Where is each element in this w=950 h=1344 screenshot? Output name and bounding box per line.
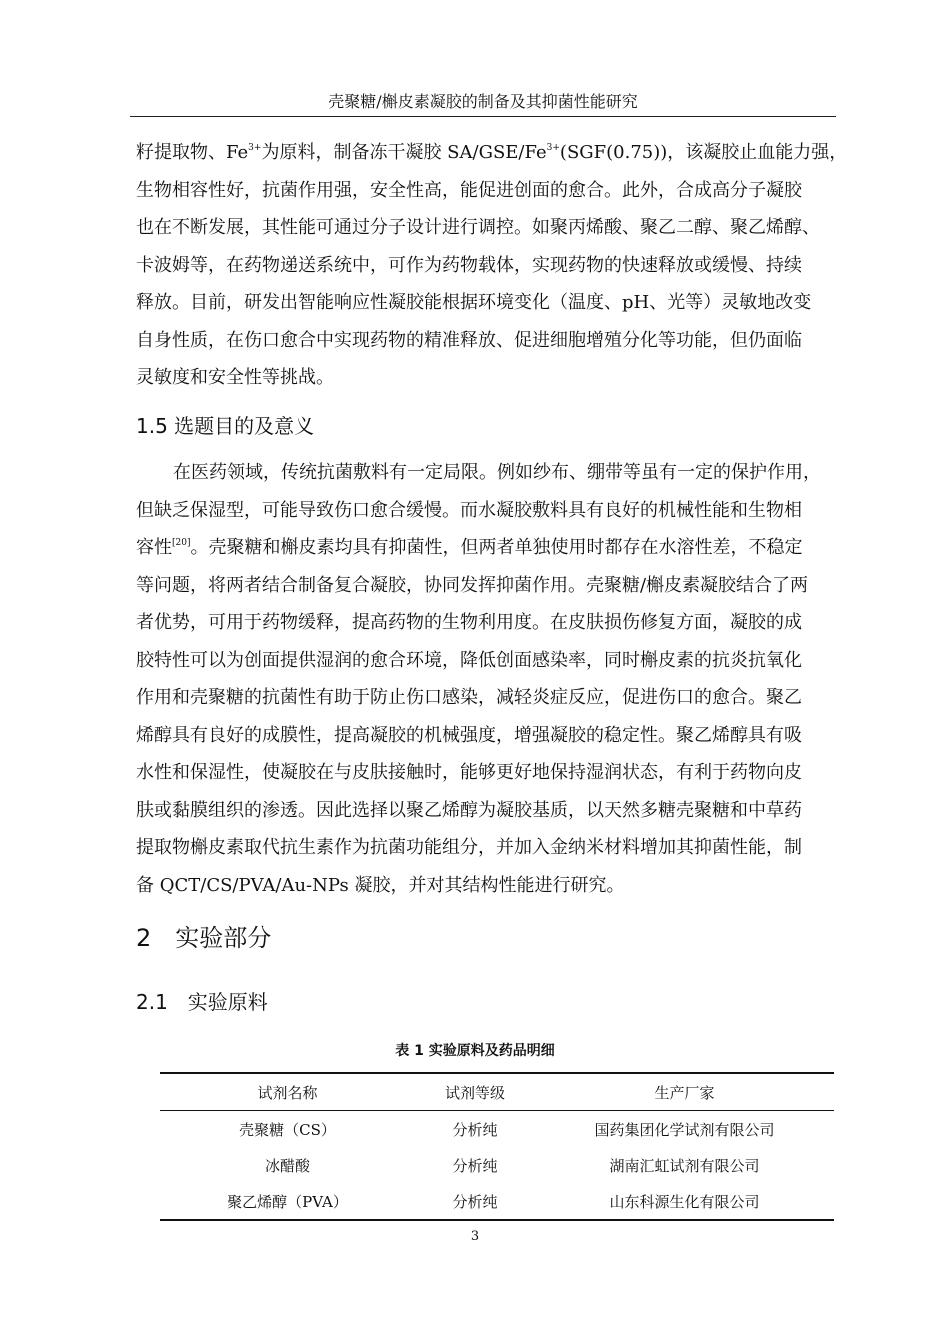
table-row [160, 1183, 834, 1220]
text-run: 容性 [136, 537, 172, 558]
text-line: 肤或黏膜组织的渗透。因此选择以聚乙烯醇为凝胶基质，以天然多糖壳聚糖和中草药 [136, 799, 802, 821]
table-row [160, 1111, 834, 1148]
text-line [136, 134, 847, 172]
text-line [136, 529, 821, 567]
table-cell: 分析纯 [452, 1156, 498, 1175]
table-cell: 冰醋酸 [264, 1156, 310, 1175]
reagents-table [160, 1072, 834, 1221]
column-header-manufacturer: 生产厂家 [654, 1083, 715, 1102]
section-heading-2: 2 实验部分 [136, 924, 272, 952]
table-cell: 分析纯 [452, 1120, 498, 1139]
table-cell: 分析纯 [452, 1192, 498, 1211]
text-line: 也在不断发展，其性能可通过分子设计进行调控。如聚丙烯酸、聚乙二醇、聚乙烯醇、 [136, 217, 820, 238]
table-header-row [160, 1073, 834, 1111]
text-line: 在医药领域，传统抗菌敷料有一定局限。例如纱布、绷带等虽有一定的保护作用， [173, 462, 821, 483]
page-number: 3 [470, 1229, 480, 1244]
text-run: 。壳聚糖和槲皮素均具有抑菌性，但两者单独使用时都存在水溶性差，不稳定 [190, 537, 803, 558]
section-heading-2-1: 2.1 实验原料 [136, 990, 268, 1014]
superscript: 3+ [248, 143, 262, 153]
text-line: 水性和保湿性，使凝胶在与皮肤接触时，能够更好地保持湿润状态，有利于药物向皮 [136, 762, 802, 783]
intro-paragraph [136, 134, 847, 397]
purpose-paragraph [136, 454, 821, 904]
text-line: 释放。目前，研发出智能响应性凝胶能根据环境变化（温度、pH、光等）灵敏地改变 [136, 292, 812, 313]
text-run: (SGF(0.75))，该凝胶止血能力强， [559, 142, 848, 163]
table-cell: 聚乙烯醇（PVA） [227, 1192, 348, 1211]
text-line: 灵敏度和安全性等挑战。 [136, 367, 334, 388]
table-cell: 山东科源生化有限公司 [609, 1192, 760, 1211]
text-run: 籽提取物、Fe [136, 142, 249, 163]
text-line: 者优势，可用于药物缓释，提高药物的生物利用度。在皮肤损伤修复方面，凝胶的成 [136, 612, 802, 633]
text-line: 烯醇具有良好的成膜性，提高凝胶的机械强度，增强凝胶的稳定性。聚乙烯醇具有吸 [136, 724, 802, 746]
column-header-grade: 试剂等级 [444, 1083, 505, 1102]
text-line: 但缺乏保湿型，可能导致伤口愈合缓慢。而水凝胶敷料具有良好的机械性能和生物相 [136, 499, 802, 521]
column-header-reagent-name: 试剂名称 [257, 1083, 318, 1102]
text-line: 卡波姆等，在药物递送系统中，可作为药物载体，实现药物的快速释放或缓慢、持续 [136, 254, 802, 276]
text-line: 生物相容性好，抗菌作用强，安全性高，能促进创面的愈合。此外，合成高分子凝胶 [136, 179, 802, 201]
table-cell: 湖南汇虹试剂有限公司 [609, 1156, 760, 1175]
superscript: 3+ [546, 143, 560, 153]
text-line: 自身性质，在伤口愈合中实现药物的精准释放、促进细胞增殖分化等功能，但仍面临 [136, 329, 802, 351]
text-line: 胶特性可以为创面提供湿润的愈合环境，降低创面感染率，同时槲皮素的抗炎抗氧化 [136, 649, 802, 671]
text-run: 为原料，制备冻干凝胶 SA/GSE/Fe [261, 142, 547, 163]
section-heading-1-5: 1.5 选题目的及意义 [136, 414, 315, 438]
text-line: 等问题，将两者结合制备复合凝胶，协同发挥抑菌作用。壳聚糖/槲皮素凝胶结合了两 [136, 574, 809, 596]
table-row [160, 1147, 834, 1183]
table-caption: 表 1 实验原料及药品明细 [395, 1043, 555, 1059]
text-line: 备 QCT/CS/PVA/Au-NPs 凝胶，并对其结构性能进行研究。 [136, 874, 625, 896]
table-cell: 国药集团化学试剂有限公司 [594, 1120, 775, 1139]
text-line: 提取物槲皮素取代抗生素作为抗菌功能组分，并加入金纳米材料增加其抑菌性能，制 [136, 837, 802, 858]
text-line: 作用和壳聚糖的抗菌性有助于防止伤口感染，减轻炎症反应，促进伤口的愈合。聚乙 [136, 687, 802, 708]
citation-ref: [20] [172, 538, 191, 548]
running-header-title: 壳聚糖/槲皮素凝胶的制备及其抑菌性能研究 [328, 92, 638, 111]
table-cell: 壳聚糖（CS） [239, 1120, 336, 1139]
running-header [130, 92, 836, 117]
